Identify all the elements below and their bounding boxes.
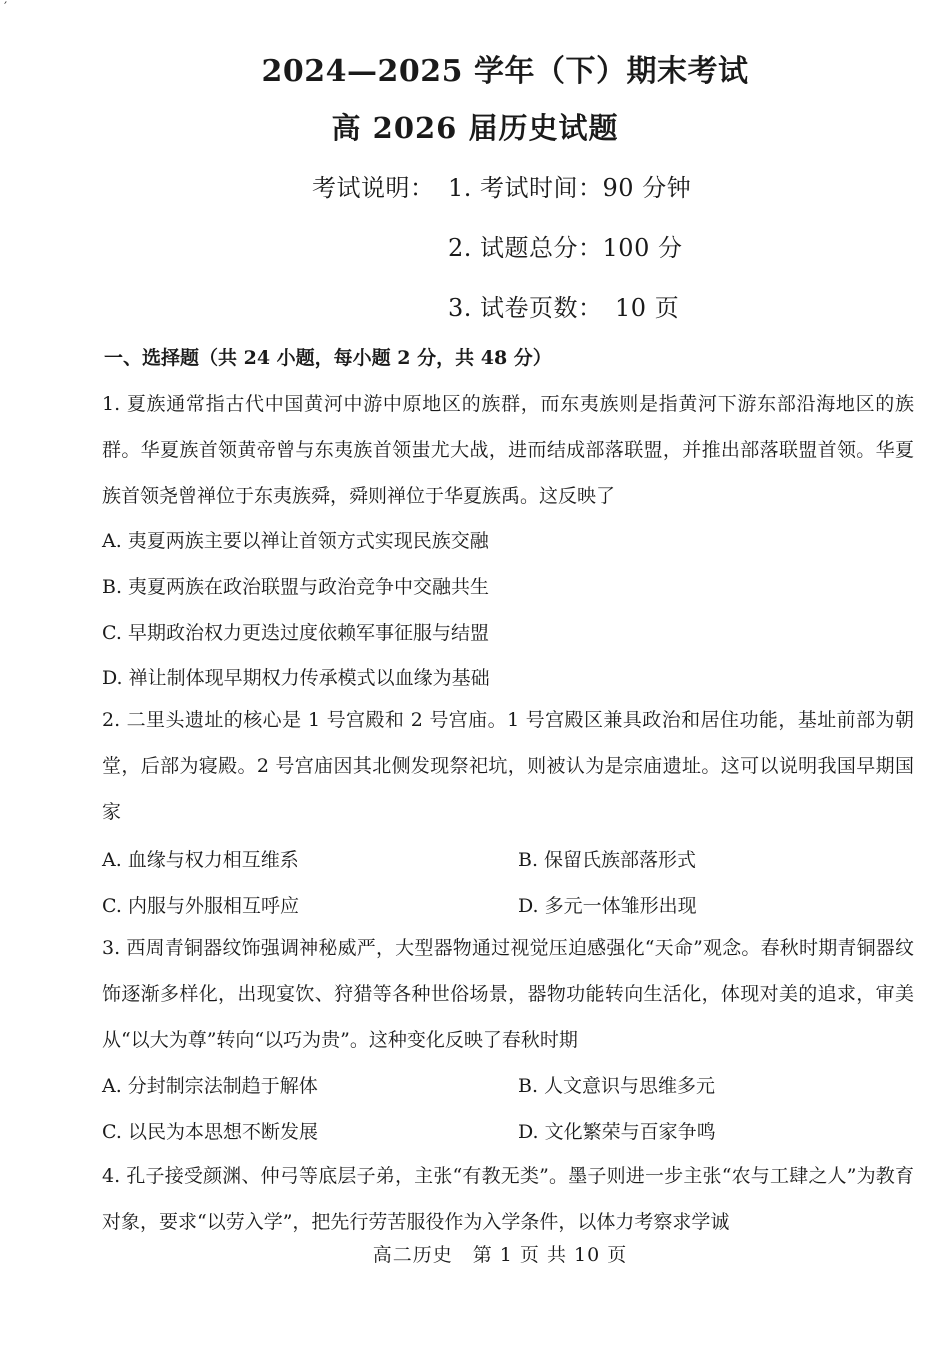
- question-1-option-c: C. 早期政治权力更迭过度依赖军事征服与结盟: [102, 622, 489, 644]
- question-2-option-a: A. 血缘与权力相互维系: [102, 849, 299, 871]
- scan-mark: ′: [4, 0, 8, 16]
- question-1-option-d: D. 禅让制体现早期权力传承模式以血缘为基础: [102, 667, 490, 689]
- question-1-option-b: B. 夷夏两族在政治联盟与政治竞争中交融共生: [102, 576, 490, 598]
- exam-note-pages: 3. 试卷页数： 10 页: [448, 294, 680, 322]
- question-2-option-d: D. 多元一体雏形出现: [518, 895, 697, 917]
- exam-notes-lead: 考试说明：: [312, 174, 435, 202]
- exam-subtitle: 高 2026 届历史试题: [331, 111, 619, 145]
- question-1-option-a: A. 夷夏两族主要以禅让首领方式实现民族交融: [102, 530, 489, 552]
- question-2-option-b: B. 保留氏族部落形式: [518, 849, 697, 871]
- question-2-option-c: C. 内服与外服相互呼应: [102, 895, 299, 917]
- question-3-option-d: D. 文化繁荣与百家争鸣: [518, 1121, 716, 1143]
- exam-title: 2024—2025 学年（下）期末考试: [261, 54, 749, 89]
- question-3-option-a: A. 分封制宗法制趋于解体: [102, 1075, 318, 1097]
- question-1-stem: 1. 夏族通常指古代中国黄河中游中原地区的族群，而东夷族则是指黄河下游东部沿海地区的族群。华夏族首领黄帝曾与东夷族首领蚩尤大战，进而结成部落联盟，并推出部落联盟首领。华夏族首领尧曾禅位于东夷族舜，舜则禅位于华夏族禹。这反映了: [102, 393, 914, 507]
- question-2-stem: 2. 二里头遗址的核心是 1 号宫殿和 2 号宫庙。1 号宫殿区兼具政治和居住功能，基址前部为朝堂，后部为寝殿。2 号宫庙因其北侧发现祭祀坑，则被认为是宗庙遗址。这可以说明我国早期国家: [102, 709, 914, 823]
- question-4-stem: 4. 孔子接受颜渊、仲弓等底层子弟，主张“有教无类”。墨子则进一步主张“农与工肆之人”为教育对象，要求“以劳入学”，把先行劳苦服役作为入学条件，以体力考察求学诚: [102, 1165, 914, 1233]
- page-footer: 高二历史 第 1 页 共 10 页: [372, 1244, 628, 1266]
- exam-note-time: 1. 考试时间：90 分钟: [448, 174, 692, 202]
- exam-note-score: 2. 试题总分：100 分: [448, 234, 683, 262]
- section-heading: 一、选择题（共 24 小题，每小题 2 分，共 48 分）: [104, 347, 552, 369]
- question-3-option-c: C. 以民为本思想不断发展: [102, 1121, 318, 1143]
- question-3-option-b: B. 人文意识与思维多元: [518, 1075, 716, 1097]
- question-3-stem: 3. 西周青铜器纹饰强调神秘威严，大型器物通过视觉压迫感强化“天命”观念。春秋时期青铜器纹饰逐渐多样化，出现宴饮、狩猎等各种世俗场景，器物功能转向生活化，体现对美的追求，审美从“以大为尊”转向“以巧为贵”。这种变化反映了春秋时期: [102, 937, 914, 1051]
